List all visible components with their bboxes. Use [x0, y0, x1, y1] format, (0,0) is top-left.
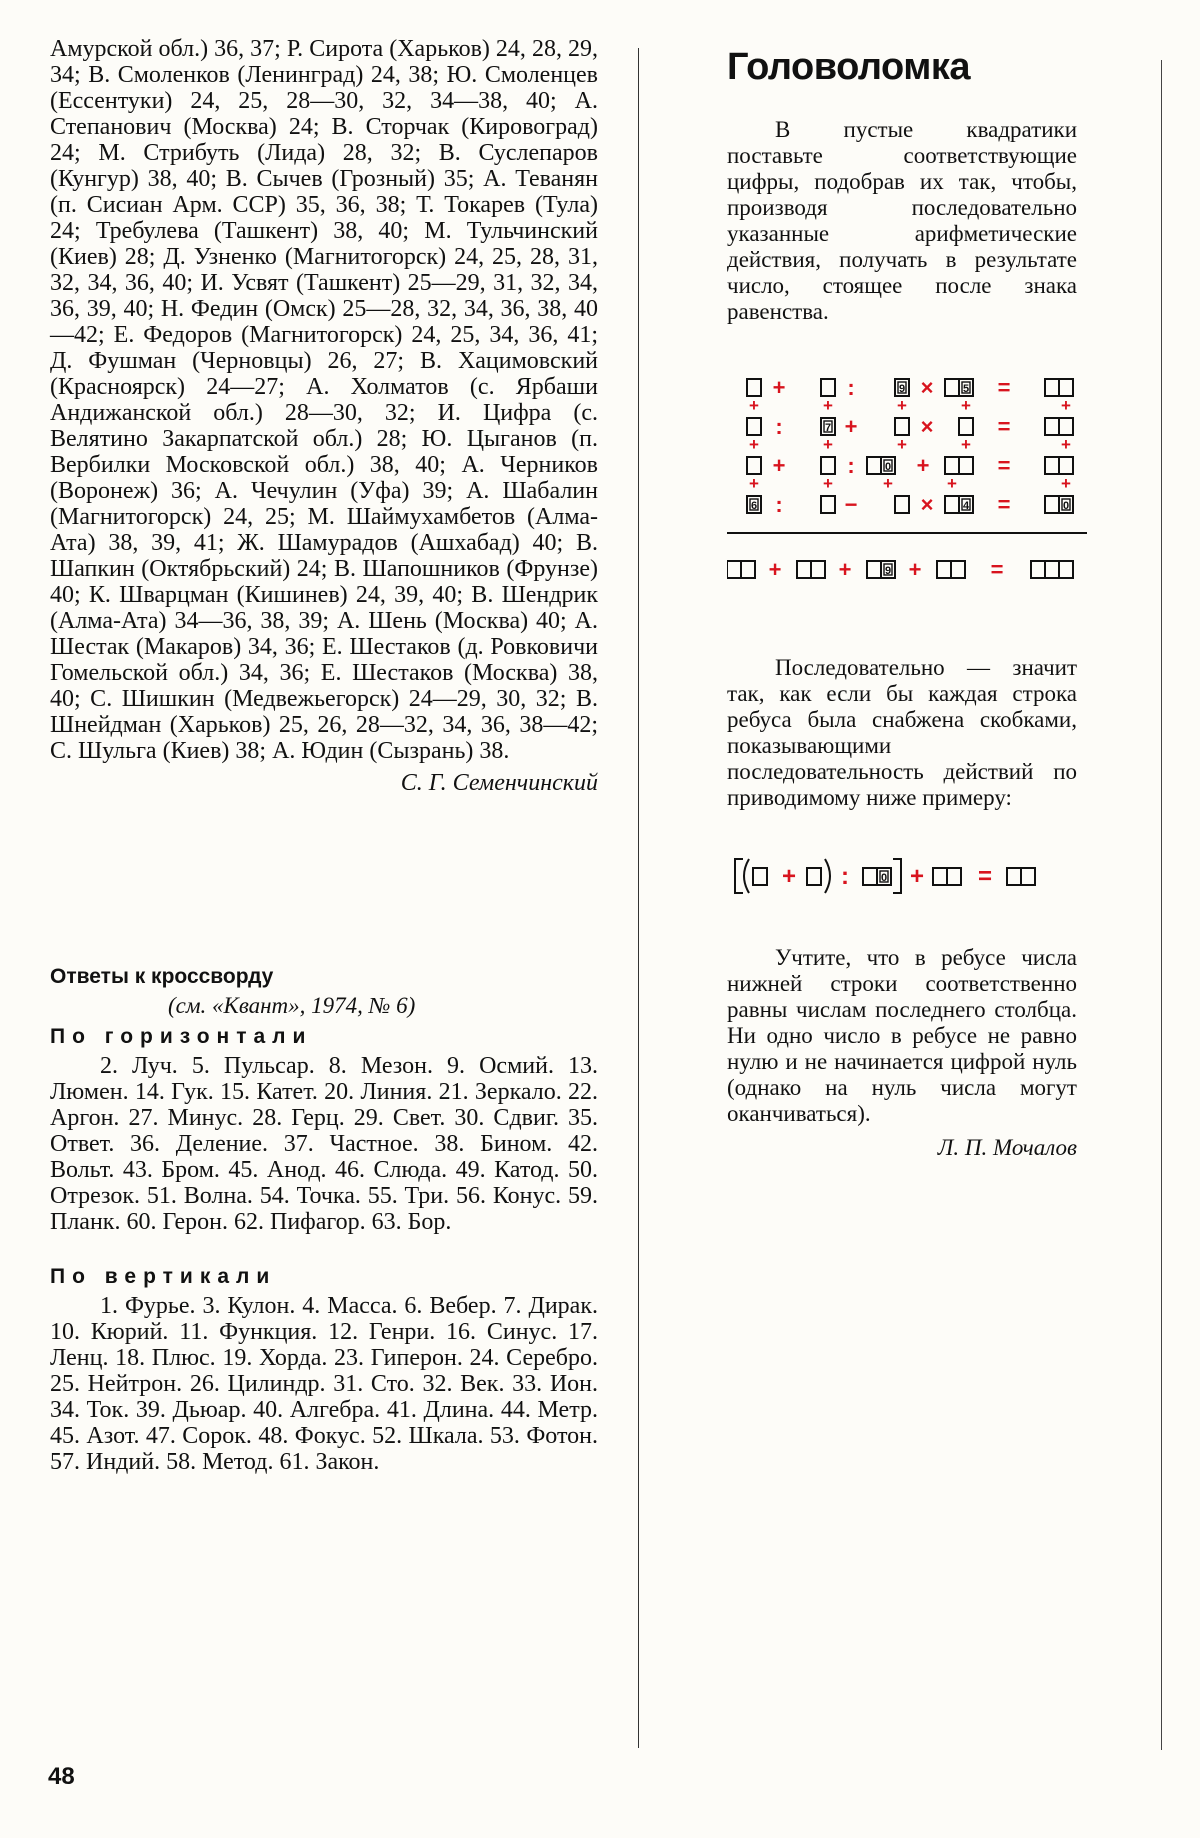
puzzle-box [867, 457, 881, 474]
given-digit: 5 [962, 383, 970, 395]
svg-text:+: + [961, 396, 971, 415]
svg-text:=: = [997, 453, 1011, 478]
given-digit: 0 [1062, 500, 1070, 512]
svg-text:+: + [883, 474, 893, 493]
svg-text::: : [847, 453, 855, 478]
puzzle-box [797, 561, 811, 578]
given-digit: 9 [898, 383, 906, 395]
given-digit: 9 [884, 565, 892, 577]
svg-text:+: + [768, 557, 782, 582]
puzzle-box [1059, 457, 1073, 474]
svg-text:+: + [772, 453, 786, 478]
svg-text:+: + [749, 435, 759, 454]
puzzle-box [821, 496, 835, 513]
puzzle-box [821, 457, 835, 474]
puzzle-note: Учтите, что в ребусе числа нижней строки соответственно равны числам последнего столбца. Ни одно число в ребусе не равно нулю и не начинается цифрой нуль (однако на нуль числа могут оканчиваться). [727, 945, 1077, 1126]
puzzle-box [959, 418, 973, 435]
svg-text:+: + [909, 863, 925, 890]
page-number: 48 [48, 1763, 75, 1790]
svg-text:+: + [897, 435, 907, 454]
example-diagram [727, 845, 1087, 905]
puzzle-box [945, 457, 959, 474]
puzzle-box [937, 561, 951, 578]
puzzle-box [1045, 379, 1059, 396]
puzzle-box [945, 379, 959, 396]
svg-text:=: = [977, 863, 993, 890]
svg-text:+: + [781, 863, 797, 890]
left-column [50, 36, 598, 1475]
puzzle-box [1059, 379, 1073, 396]
puzzle-box [1059, 561, 1073, 578]
given-digit: 6 [750, 500, 758, 512]
right-column [727, 36, 1077, 1161]
puzzle-sequential-explanation: Последовательно — значит так, как если бы каждая строка ребуса была снабжена скобками, показывающими последовательность действий по приводимому ниже примеру: [727, 655, 1077, 810]
puzzle-box [747, 379, 761, 396]
vertical-heading: По вертикали [50, 1265, 277, 1288]
puzzle-title: Головоломка [727, 46, 971, 88]
puzzle-box [747, 457, 761, 474]
puzzle-box [727, 561, 741, 578]
horizontal-answers: 2. Луч. 5. Пульсар. 8. Мезон. 9. Осмий. 13. Люмен. 14. Гук. 15. Катет. 20. Линия. 21. Зеркало. 22. Аргон. 27. Минус. 28. Герц. 29. Свет. 30. Сдвиг. 35. Ответ. 36. Деление. 37. Частное. 38. Бином. 42. Вольт. 43. Бром. 45. Анод. 46. Слюда. 49. Катод. 50. Отрезок. 51. Волна. 54. Точка. 55. Три. 56. Конус. 59. Планк. 60. Герон. 62. Пифагор. 63. Бор. [50, 1053, 598, 1235]
svg-text::: : [775, 492, 783, 517]
solvers-signature: С. Г. Семенчинский [400, 770, 598, 796]
svg-text:+: + [772, 375, 786, 400]
puzzle-box [1045, 561, 1059, 578]
svg-text:+: + [897, 396, 907, 415]
svg-text:+: + [838, 557, 852, 582]
svg-text:+: + [1061, 435, 1071, 454]
puzzle-signature: Л. П. Мочалов [937, 1135, 1077, 1160]
puzzle-box [945, 496, 959, 513]
svg-text:×: × [920, 492, 934, 517]
horizontal-heading: По горизонтали [50, 1025, 313, 1048]
vertical-answers: 1. Фурье. 3. Кулон. 4. Масса. 6. Вебер. 7. Дирак. 10. Кюрий. 11. Функция. 12. Генри. 16. Синус. 17. Ленц. 18. Плюс. 19. Хорда. 23. Гиперон. 24. Серебро. 25. Нейтрон. 26. Цилиндр. 31. Сто. 32. Век. 33. Ион. 34. Ток. 39. Дьюар. 40. Алгебра. 41. Длина. 44. Метр. 45. Азот. 47. Сорок. 48. Фокус. 52. Шкала. 53. Фотон. 57. Индий. 58. Метод. 61. Закон. [50, 1293, 598, 1475]
puzzle-intro: В пустые квадратики поставьте соответствующие цифры, подобрав их так, чтобы, производя последовательно указанные арифметические действия, получать в результате число, стоящее после знака равенства. [727, 117, 1077, 324]
svg-text:+: + [1061, 396, 1071, 415]
svg-text:+: + [823, 474, 833, 493]
right-margin-rule [1161, 60, 1162, 1750]
puzzle-box [821, 379, 835, 396]
given-digit: 7 [824, 422, 832, 434]
column-divider [638, 48, 639, 1748]
crossword-answers-reference: (см. «Квант», 1974, № 6) [168, 993, 416, 1018]
puzzle-box [959, 457, 973, 474]
puzzle-box [1059, 418, 1073, 435]
given-digit: 4 [962, 500, 970, 512]
svg-text:+: + [916, 453, 930, 478]
svg-text:+: + [749, 396, 759, 415]
svg-text:−: − [844, 492, 858, 517]
puzzle-box [741, 561, 755, 578]
puzzle-box [747, 418, 761, 435]
puzzle-box [811, 561, 825, 578]
given-digit: 0 [884, 461, 892, 473]
svg-text:=: = [997, 375, 1011, 400]
puzzle-diagram [727, 363, 1087, 593]
svg-text:×: × [920, 375, 934, 400]
svg-text:+: + [823, 435, 833, 454]
puzzle-box [1045, 418, 1059, 435]
crossword-answers-title: Ответы к кроссворду [50, 965, 274, 988]
example-given-digit: 0 [880, 872, 888, 884]
puzzle-box [1031, 561, 1045, 578]
puzzle-box [895, 496, 909, 513]
svg-text:+: + [947, 474, 957, 493]
puzzle-box [895, 418, 909, 435]
svg-text:+: + [844, 414, 858, 439]
puzzle-box [867, 561, 881, 578]
puzzle-box [951, 561, 965, 578]
svg-text:+: + [749, 474, 759, 493]
svg-text:+: + [1061, 474, 1071, 493]
puzzle-box [1045, 457, 1059, 474]
svg-text:=: = [990, 557, 1004, 582]
puzzle-box [1045, 496, 1059, 513]
svg-text::: : [847, 375, 855, 400]
svg-text::: : [775, 414, 783, 439]
solvers-list: Амурской обл.) 36, 37; Р. Сирота (Харьков) 24, 28, 29, 34; В. Смоленков (Ленинград) 24, 38; Ю. Смоленцев (Ессентуки) 24, 25, 28—30, 32, 34—38, 40; А. Степанович (Москва) 24; В. Сторчак (Кировоград) 24; М. Стрибуть (Лида) 28, 32; В. Суслепаров (Кунгур) 38, 40; В. Сычев (Грозный) 35; А. Теванян (п. Сисиан Арм. ССР) 35, 36, 38; Т. Токарев (Тула) 24; Требулева (Ташкент) 38, 40; М. Тульчинский (Киев) 28; Д. Узненко (Магнитогорск) 24, 25, 28, 31, 32, 34, 36, 40; И. Усвят (Ташкент) 25—29, 31, 32, 34, 36, 39, 40; Н. Федин (Омск) 25—28, 32, 34, 36, 38, 40—42; Е. Федоров (Магнитогорск) 24, 25, 34, 36, 41; Д. Фушман (Черновцы) 26, 27; В. Хацимовский (Красноярск) 24—27; А. Холматов (с. Ярбаши Андижанской обл.) 28—30, 32; И. Цифра (с. Велятино Закарпатской обл.) 28; Ю. Цыганов (п. Вербилки Московской обл.) 38, 40; А. Черников (Воронеж) 36; А. Чечулин (Уфа) 39; А. Шабалин (Магнитогорск) 24, 25; М. Шаймухамбетов (Алма-Ата) 38, 39, 41; Ж. Шамурадов (Ашхабад) 40; В. Шапкин (Октябрьский) 24; В. Шапошников (Фрунзе) 40; К. Шварцман (Кишинев) 24, 39, 40; В. Шендрик (Алма-Ата) 34—36, 38, 39; А. Шень (Москва) 40; А. Шестак (Макаров) 34, 36; Е. Шестаков (д. Ровковичи Гомельской обл.) 34, 36; Е. Шестаков (Москва) 38, 40; С. Шишкин (Медвежьегорск) 24—29, 30, 32; В. Шнейдман (Харьков) 25, 26, 28—32, 34, 36, 38—42; С. Шульга (Киев) 38; А. Юдин (Сызрань) 38. [50, 36, 598, 764]
svg-text:=: = [997, 414, 1011, 439]
svg-text::: : [841, 863, 849, 890]
svg-text:+: + [908, 557, 922, 582]
svg-text:+: + [961, 435, 971, 454]
svg-text:×: × [920, 414, 934, 439]
svg-text:+: + [823, 396, 833, 415]
svg-text:=: = [997, 492, 1011, 517]
